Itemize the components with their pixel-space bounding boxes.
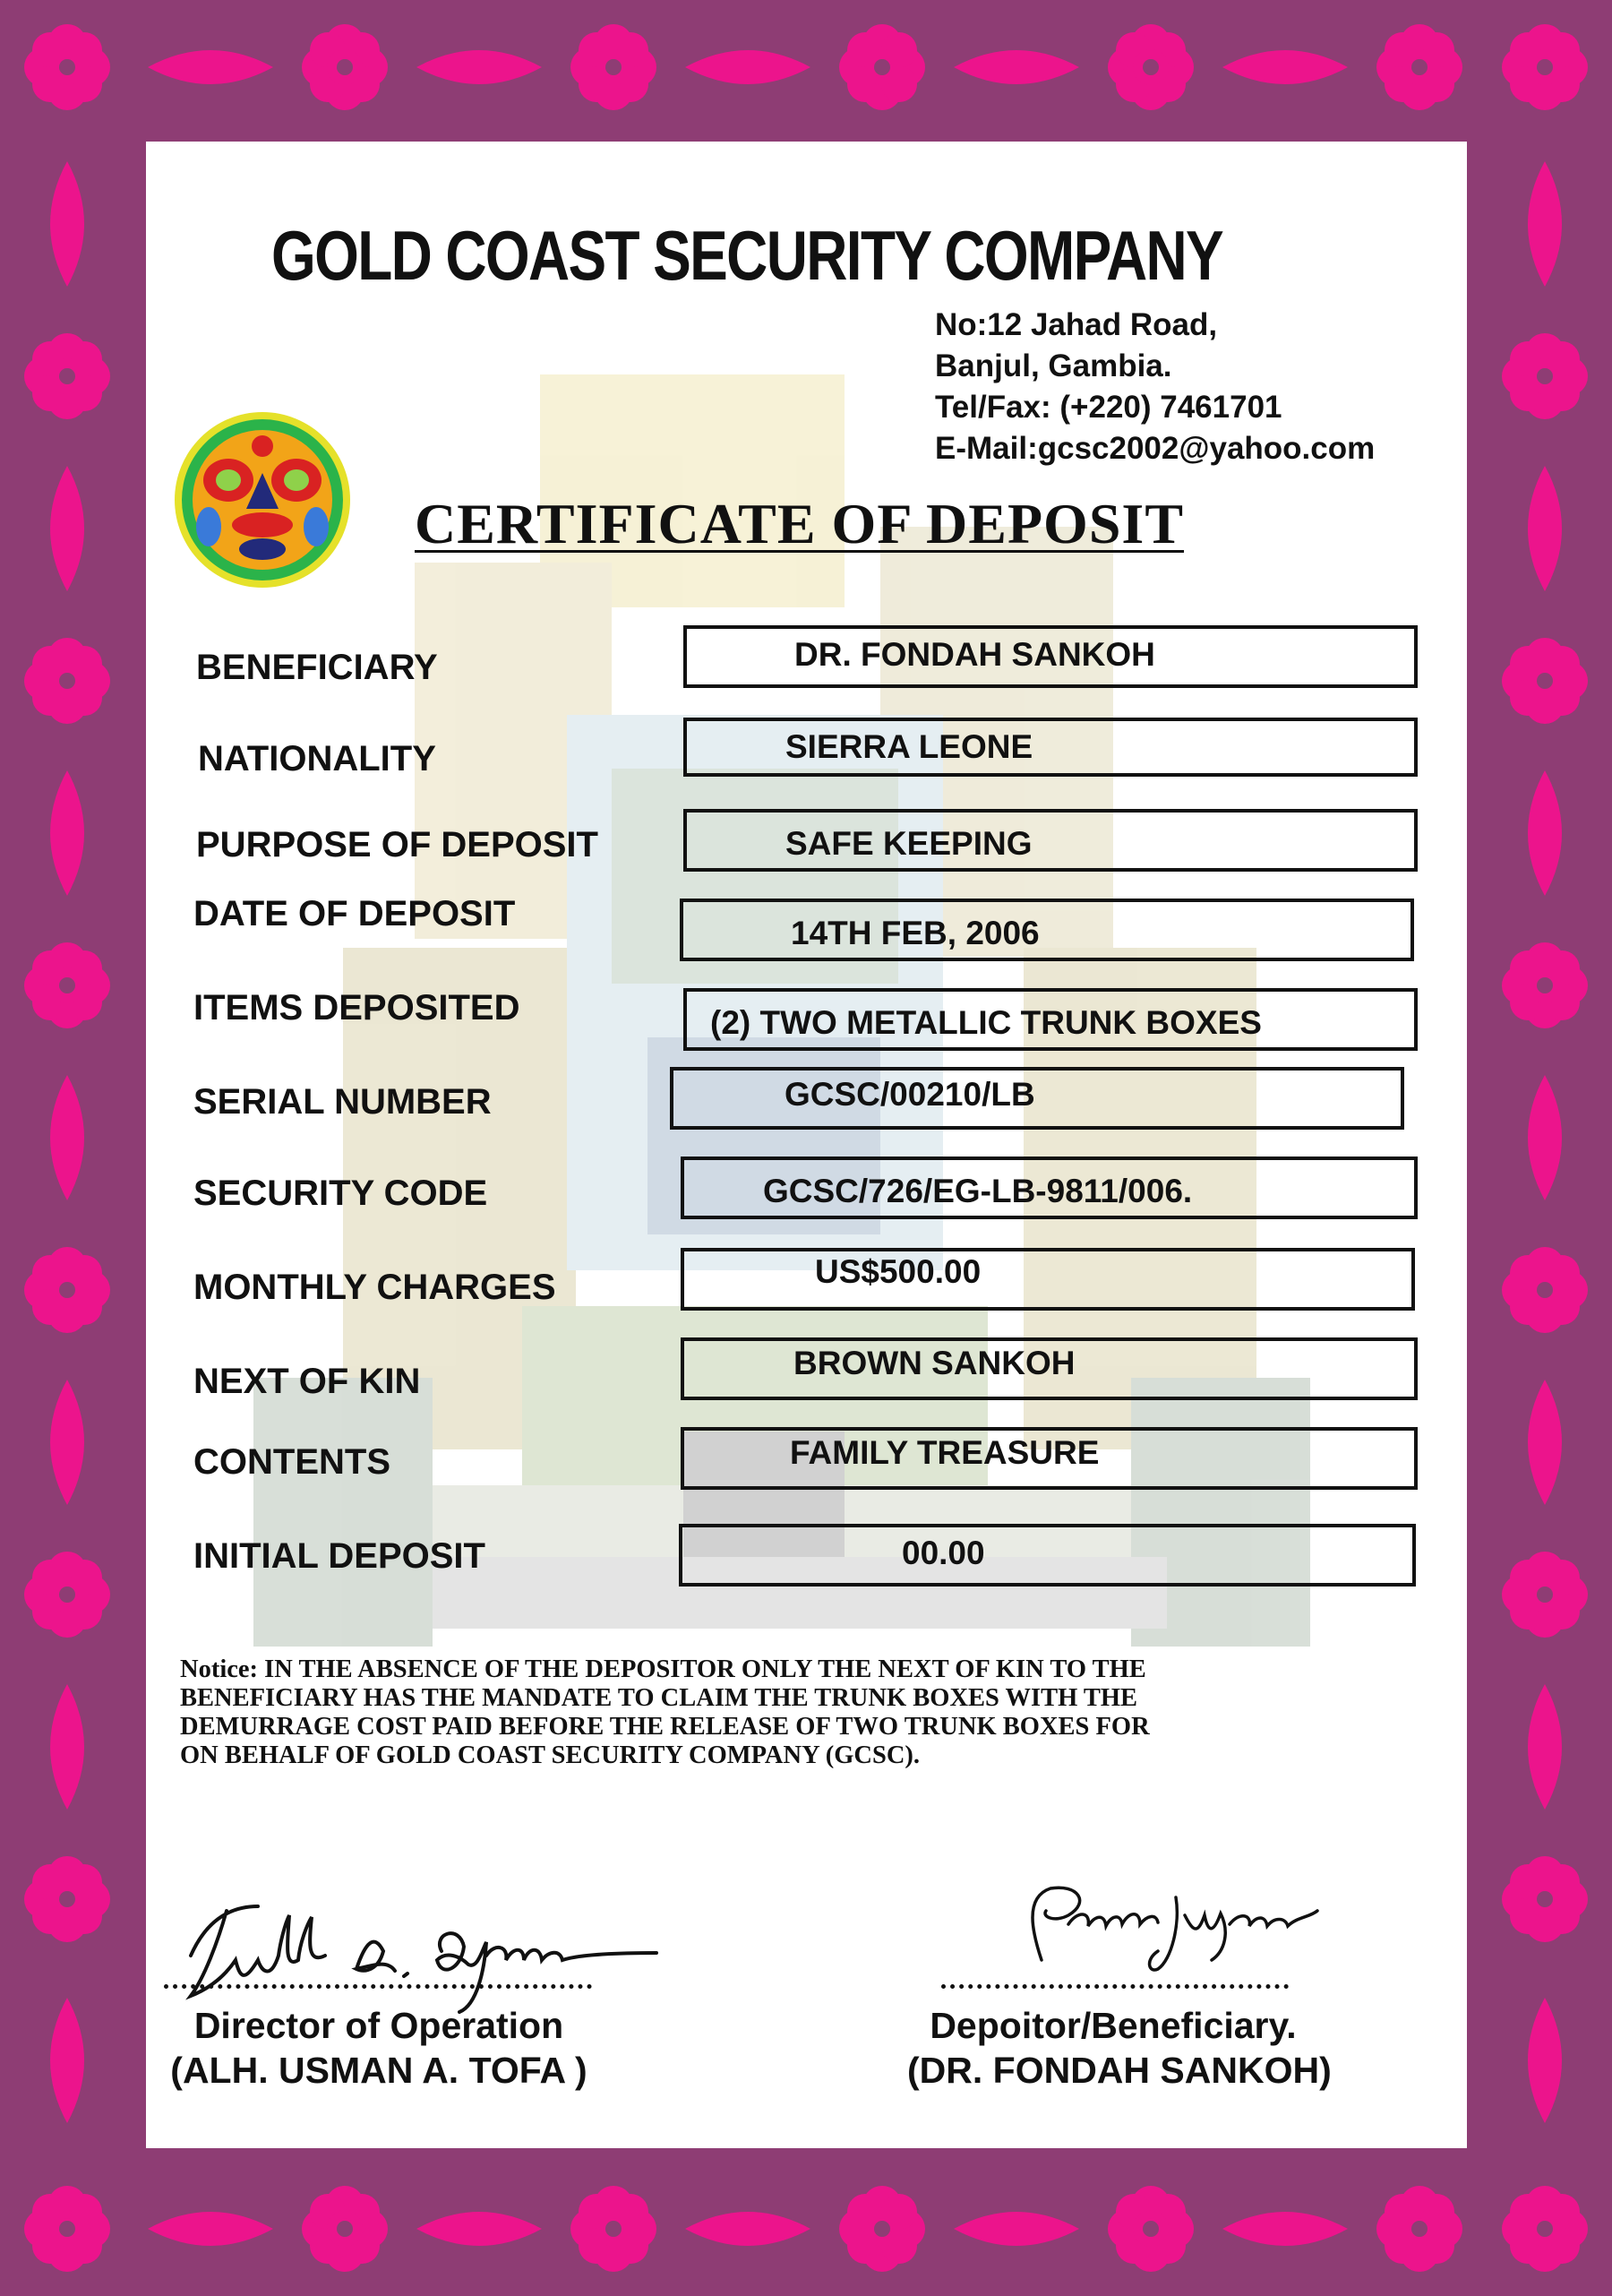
- label-items: ITEMS DEPOSITED: [193, 988, 520, 1028]
- value-box-serial: [670, 1067, 1404, 1130]
- notice-line-1: Notice: IN THE ABSENCE OF THE DEPOSITOR ONLY THE NEXT OF KIN TO THE: [180, 1655, 1146, 1683]
- label-serial: SERIAL NUMBER: [193, 1082, 492, 1122]
- value-box-purpose: [683, 809, 1418, 872]
- address-street: No:12 Jahad Road,: [935, 307, 1218, 342]
- certificate-title: CERTIFICATE OF DEPOSIT: [415, 492, 1184, 555]
- value-box-security-code: [681, 1157, 1418, 1219]
- company-seal-icon: [173, 410, 352, 589]
- label-beneficiary: BENEFICIARY: [196, 648, 438, 687]
- beneficiary-role: Depoitor/Beneficiary.: [930, 2005, 1297, 2046]
- address-email: E-Mail:gcsc2002@yahoo.com: [935, 431, 1376, 466]
- address-phone: Tel/Fax: (+220) 7461701: [935, 390, 1282, 425]
- value-box-monthly-charges: [681, 1248, 1415, 1311]
- certificate-paper: [146, 142, 1467, 2148]
- value-nationality: SIERRA LEONE: [785, 728, 1033, 765]
- label-next-of-kin: NEXT OF KIN: [193, 1362, 421, 1401]
- director-name: (ALH. USMAN A. TOFA ): [170, 2050, 587, 2091]
- value-box-contents: [681, 1427, 1418, 1490]
- notice-line-3: DEMURRAGE COST PAID BEFORE THE RELEASE OF TWO TRUNK BOXES FOR: [180, 1713, 1150, 1741]
- value-box-next-of-kin: [681, 1337, 1418, 1400]
- value-contents: FAMILY TREASURE: [790, 1434, 1100, 1471]
- value-serial: GCSC/00210/LB: [785, 1076, 1035, 1113]
- value-beneficiary: DR. FONDAH SANKOH: [794, 636, 1155, 673]
- label-date: DATE OF DEPOSIT: [193, 894, 516, 933]
- value-box-beneficiary: [683, 625, 1418, 688]
- label-contents: CONTENTS: [193, 1442, 390, 1482]
- beneficiary-signature-line: [941, 1984, 1289, 1989]
- notice-text: [180, 1655, 1452, 1770]
- director-signature-line: [164, 1984, 592, 1989]
- label-security-code: SECURITY CODE: [193, 1174, 488, 1213]
- value-security-code: GCSC/726/EG-LB-9811/006.: [763, 1173, 1193, 1209]
- beneficiary-signature: [1006, 1862, 1328, 1987]
- value-items: (2) TWO METALLIC TRUNK BOXES: [710, 1004, 1262, 1041]
- value-initial-deposit: 00.00: [902, 1535, 985, 1571]
- value-box-initial-deposit: [679, 1524, 1416, 1587]
- value-box-items: [683, 988, 1418, 1051]
- label-nationality: NATIONALITY: [198, 739, 436, 778]
- notice-line-2: BENEFICIARY HAS THE MANDATE TO CLAIM THE TRUNK BOXES WITH THE: [180, 1684, 1138, 1712]
- beneficiary-name: (DR. FONDAH SANKOH): [907, 2050, 1332, 2091]
- value-box-nationality: [683, 718, 1418, 777]
- company-address: [935, 305, 1375, 469]
- value-monthly-charges: US$500.00: [815, 1253, 982, 1290]
- label-monthly-charges: MONTHLY CHARGES: [193, 1268, 556, 1307]
- label-initial-deposit: INITIAL DEPOSIT: [193, 1536, 485, 1576]
- notice-line-4: ON BEHALF OF GOLD COAST SECURITY COMPANY (GCSC).: [180, 1741, 921, 1769]
- address-city: Banjul, Gambia.: [935, 348, 1172, 383]
- value-purpose: SAFE KEEPING: [785, 825, 1033, 862]
- value-date: 14TH FEB, 2006: [791, 915, 1040, 951]
- value-box-date: [680, 899, 1414, 961]
- director-signature: [173, 1870, 674, 2014]
- director-role: Director of Operation: [193, 2005, 564, 2046]
- company-name: GOLD COAST SECURITY COMPANY: [271, 216, 1223, 295]
- label-purpose: PURPOSE OF DEPOSIT: [196, 825, 598, 864]
- value-next-of-kin: BROWN SANKOH: [793, 1345, 1076, 1381]
